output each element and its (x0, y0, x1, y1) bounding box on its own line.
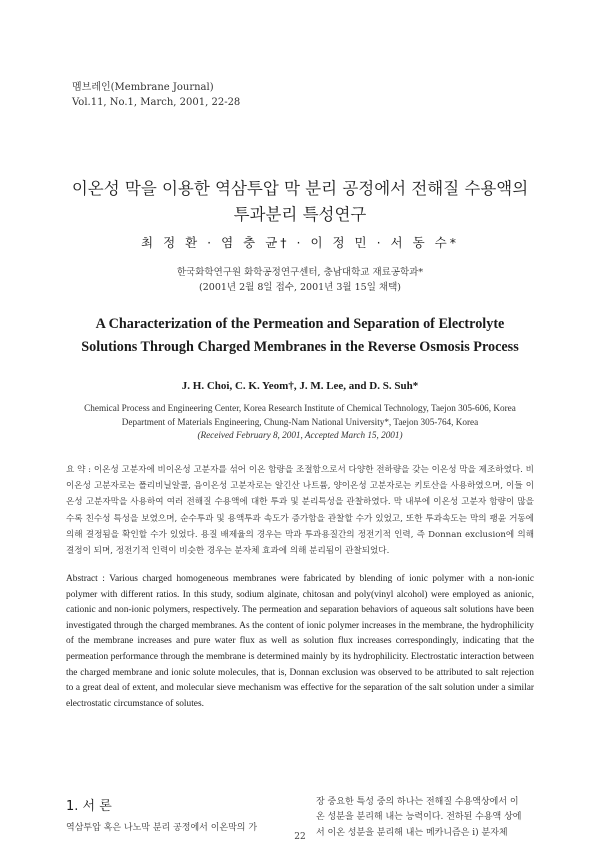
korean-title-line1: 이온성 막을 이용한 역삼투압 막 분리 공정에서 전해질 수용액의 (71, 179, 529, 198)
english-title-line1: A Characterization of the Permeation and Separation of Electrolyte (95, 316, 505, 332)
korean-affiliation (0, 265, 600, 295)
intro-right-line1: 장 중요한 특성 중의 하나는 전해질 수용액상에서 이 (316, 797, 519, 807)
english-affiliation (60, 402, 540, 443)
english-abstract-text: : Various charged homogeneous membranes were fabricated by blending of ionic polymer with a non-ionic polymer with different ratios. In this study, sodium alginate, chitosan and poly(vinyl alcohol) were employed as anionic, cationic and non-ionic polymers, respectively. The permeation and separation behaviors of aqueous salt solutions have been investigated through the charged membranes. As the content of ionic polymer increases in the membrane, the hydrophilicity of the membrane increases and pure water flux as well as solution flux increases correspondingly, indicating that the permeation performance through the membrane is determined mainly by its hydrophilicity. Electrostatic interaction between the charged membrane and ionic solute molecules, that is, Donnan exclusion was observed to be attributed to salt rejection to a great deal of extent, and molecular sieve mechanism was effective for the separation of the salt solution under a similar electrostatic circumstance of solutes. (66, 574, 534, 709)
journal-header (72, 80, 240, 110)
english-title-line2: Solutions Through Charged Membranes in the Reverse Osmosis Process (81, 339, 519, 355)
korean-abstract (66, 462, 534, 559)
page-number: 22 (294, 832, 306, 842)
korean-abstract-label: 요 약 (66, 465, 86, 475)
journal-name: 멤브레인(Membrane Journal) (72, 82, 214, 93)
intro-left-column: 역삼투압 혹은 나노막 분리 공정에서 이온막의 가 (66, 823, 258, 833)
section-heading-introduction: 1. 서 론 (66, 799, 112, 814)
korean-title (40, 176, 560, 228)
english-affiliation-2: Department of Materials Engineering, Chung-Nam National University*, Taejon 305-764, Korea (121, 416, 479, 427)
korean-received-date: (2001년 2월 8일 접수, 2001년 3월 15일 채택) (199, 282, 401, 293)
intro-right-line3: 서 이온 성분을 분리해 내는 메카니즘은 i) 분자체 (316, 827, 508, 838)
intro-right-line2: 온 성분을 분리해 내는 능력이다. 전하된 수용액 상에 (316, 812, 522, 823)
english-affiliation-1: Chemical Process and Engineering Center, Korea Research Institute of Chemical Technology, Taejon 305-606, Korea (84, 403, 516, 413)
korean-title-line2: 투과분리 특성연구 (233, 205, 367, 224)
korean-authors: 최 정 환 · 염 충 균† · 이 정 민 · 서 동 수* (141, 235, 459, 250)
korean-affiliation-text: 한국화학연구원 화학공정연구센터, 충남대학교 재료공학과* (176, 267, 424, 278)
korean-abstract-text: : 이온성 고분자에 비이온성 고분자를 섞어 이온 함량을 조절함으로서 다양한 전하량을 갖는 이온성 막을 제조하였다. 비이온성 고분자로는 폴리비닐알콜, 음이온성 고분자로는 알긴산 나트륨, 양이온성 고분자로는 키토산을 사용하였으며, 이들 이온성 고분자막을 사용하여 여러 전해질 수용액에 대한 투과 및 분리특성을 관찰하였다. 막 내부에 이온성 고분자 함량이 많을수록 친수성 특성을 보였으며, 순수투과 및 용액투과 속도가 증가함을 관찰할 수가 있었고, 또한 투과속도는 막의 팽윤 거동에 의해 결정됨을 확인할 수가 있었다. 용질 배제율의 경우는 막과 투과용질간의 정전기적 인력, 즉 Donnan exclusion에 의해 결정이 되며, 정전기적 인력이 비슷한 경우는 분자체 효과에 의해 분리됨이 관찰되었다. (66, 465, 534, 557)
english-received-date: (Received February 8, 2001, Accepted March 15, 2001) (197, 430, 403, 441)
english-title (30, 313, 570, 359)
english-authors: J. H. Choi, C. K. Yeom†, J. M. Lee, and D. S. Suh* (181, 380, 419, 392)
english-abstract-label: Abstract (66, 574, 98, 584)
journal-volume: Vol.11, No.1, March, 2001, 22-28 (72, 97, 241, 108)
english-abstract (66, 572, 534, 712)
